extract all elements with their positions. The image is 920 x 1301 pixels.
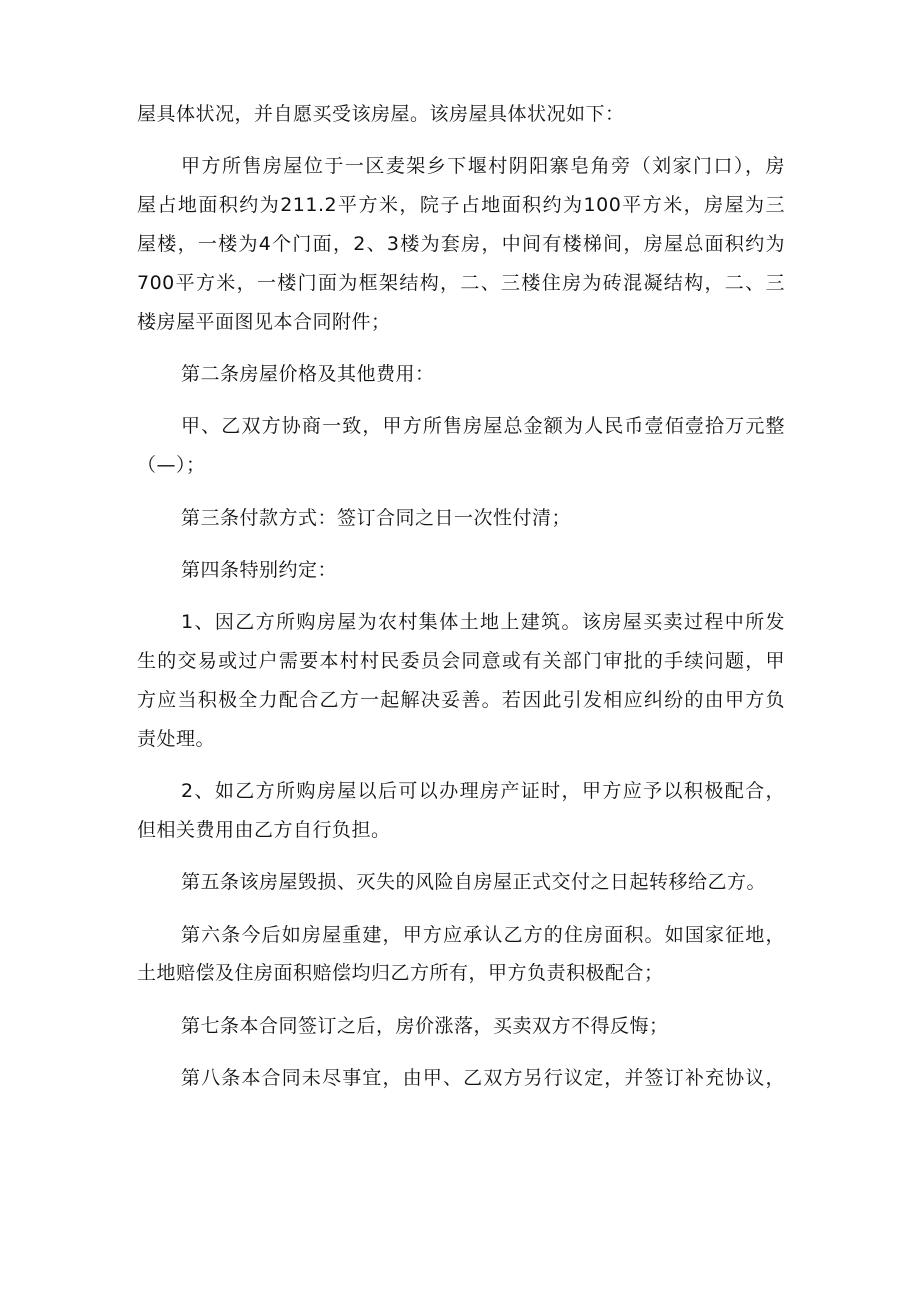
article-4-heading: 第四条特别约定：: [181, 558, 338, 581]
text-line-2: 甲方所售房屋位于一区麦架乡下堰村阴阳寨皂角旁（刘家门口），房: [181, 155, 785, 178]
text-line-6: 楼房屋平面图见本合同附件；: [137, 310, 391, 333]
text-line-22: 第八条本合同未尽事宜，由甲、乙双方另行议定，并签订补充协议，: [181, 1067, 785, 1090]
text-line-12: 1、因乙方所购房屋为农村集体土地上建筑。该房屋买卖过程中所发: [181, 611, 785, 634]
text-line-3: 屋占地面积约为211.2平方米，院子占地面积约为100平方米，房屋为三: [137, 194, 785, 217]
text-line-20: 土地赔偿及住房面积赔偿均归乙方所有，甲方负责积极配合；: [137, 962, 664, 985]
article-2-heading: 第二条房屋价格及其他费用：: [181, 362, 435, 385]
article-7-heading: 第七条本合同签订之后，房价涨落，买卖双方不得反悔；: [181, 1014, 669, 1037]
text-line-8: 甲、乙双方协商一致，甲方所售房屋总金额为人民币壹佰壹拾万元整: [181, 415, 785, 438]
contract-body: [137, 95, 785, 1098]
text-line-4: 屋楼，一楼为4个门面，2、3楼为套房，中间有楼梯间，房屋总面积约为: [137, 232, 785, 255]
text-line-17: 但相关费用由乙方自行负担。: [137, 818, 391, 841]
text-line-5: 700平方米，一楼门面为框架结构，二、三楼住房为砖混凝结构，二、三: [137, 271, 785, 294]
text-line-13: 生的交易或过户需要本村村民委员会同意或有关部门审批的手续问题，甲: [137, 650, 785, 673]
text-line-1: 屋具体状况，并自愿买受该房屋。该房屋具体状况如下：: [137, 103, 625, 125]
text-line-14: 方应当积极全力配合乙方一起解决妥善。若因此引发相应纠纷的由甲方负: [137, 688, 785, 711]
text-line-15: 责处理。: [137, 727, 216, 750]
text-line-16: 2、如乙方所购房屋以后可以办理房产证时，甲方应予以积极配合，: [181, 780, 785, 803]
article-3-heading: 第三条付款方式：签订合同之日一次性付清；: [181, 506, 572, 529]
article-5-heading: 第五条该房屋毁损、灭失的风险自房屋正式交付之日起转移给乙方。: [181, 871, 767, 894]
text-line-9: （—）；: [137, 454, 206, 477]
text-line-19: 第六条今后如房屋重建，甲方应承认乙方的住房面积。如国家征地，: [181, 923, 785, 946]
